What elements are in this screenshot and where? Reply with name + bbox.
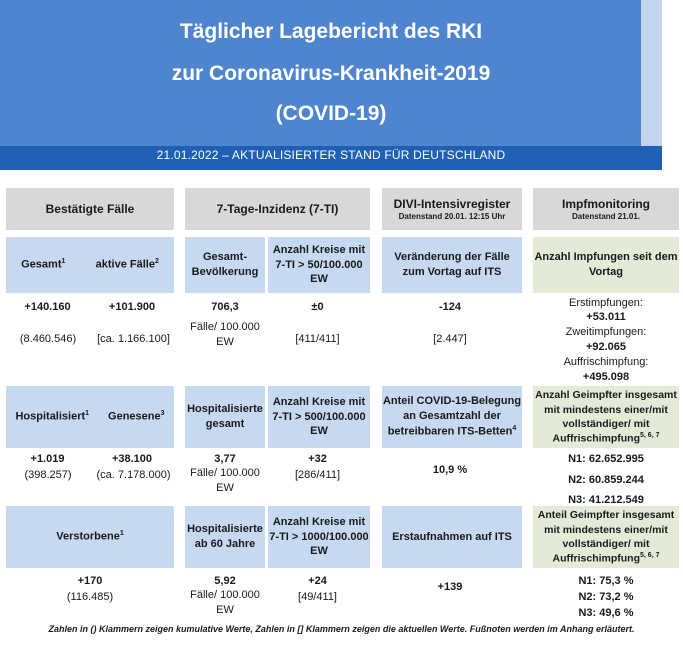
- label-first-vaccinations: Erstimpfungen:: [569, 297, 643, 309]
- value-active-cases: +101.900: [108, 301, 156, 313]
- value-vaccinated-n3: N3: 41.212.549: [568, 494, 644, 506]
- column-title: DIVI-Intensivregister: [393, 196, 511, 211]
- value-its-occupancy: 10,9 %: [432, 464, 468, 476]
- label-recovered: Genesene$^3$: [108, 410, 165, 423]
- column-header-vaccination: [533, 188, 679, 230]
- value-vaccinated-n1: N1: 62.652.995: [568, 453, 644, 465]
- value-districts-500-current: [286/411]: [294, 469, 341, 481]
- label-its-occupancy: Anteil COVID-19-Belegung an Gesamtzahl der betreibbaren ITS-Betten$^4$: [382, 386, 522, 448]
- column-header-incidence: [185, 188, 370, 230]
- label-districts-50: Anzahl Kreise mit 7-TI > 50/100.000 EW: [268, 237, 370, 293]
- report-title-line-2: zur Coronavirus-Krankheit-2019: [171, 62, 491, 85]
- value-districts-50-current: [411/411]: [295, 333, 340, 345]
- value-share-n2: N2: 73,2 %: [578, 591, 634, 603]
- value-share-n1: N1: 75,3 %: [578, 575, 634, 587]
- report-date: 21.01.2022 – AKTUALISIERTER STAND FÜR DEUTSCHLAND: [156, 148, 506, 162]
- value-total-cumulative: (8.460.546): [19, 333, 77, 345]
- label-total: Gesamt$^1$: [21, 258, 66, 271]
- label-hospitalized-total: Hospitalisierte gesamt: [185, 386, 265, 448]
- value-its-change: -124: [438, 301, 462, 313]
- value-its-admissions: +139: [437, 581, 463, 593]
- value-hospitalized: +1.019: [30, 453, 65, 465]
- value-second-vaccinations: +92.065: [585, 341, 627, 353]
- label-vaccinations-since-yesterday: Anzahl Impfungen seit dem Vortag: [533, 237, 679, 293]
- value-hospitalized-cumulative: (398.257): [24, 469, 72, 481]
- value-districts-1000: +24: [308, 575, 327, 587]
- column-title: Bestätigte Fälle: [45, 201, 135, 216]
- label-vaccinated-total: Anzahl Geimpfter insgesamt mit mindestens einer/mit vollständiger/ mit Auffrischimpfung$^{5, 6, 7}$: [533, 386, 679, 448]
- value-active-current: [ca. 1.166.100]: [97, 333, 170, 345]
- value-vaccinated-n2: N2: 60.859.244: [568, 474, 644, 486]
- column-title: 7-Tage-Inzidenz (7-TI): [216, 201, 339, 216]
- column-subtitle: Datenstand 21.01.: [571, 211, 641, 221]
- value-deaths-cumulative: (116.485): [66, 591, 114, 603]
- value-share-n3: N3: 49,6 %: [578, 607, 634, 619]
- label-its-change: Veränderung der Fälle zum Vortag auf ITS: [382, 237, 522, 293]
- report-header: [0, 0, 662, 170]
- value-districts-50: ±0: [311, 301, 324, 313]
- value-population-incidence: 706,3: [211, 301, 239, 313]
- value-first-vaccinations: +53.011: [586, 311, 626, 323]
- label-its-admissions: Erstaufnahmen auf ITS: [382, 506, 522, 568]
- column-header-cases: [6, 188, 174, 230]
- value-booster-vaccinations: +495.098: [582, 371, 630, 383]
- value-population-unit: Fälle/ 100.000 EW: [190, 321, 260, 348]
- value-hospitalization-60plus: 5,92: [214, 575, 236, 587]
- value-districts-500: +32: [308, 453, 327, 465]
- label-hospitalized-60plus: Hospitalisierte ab 60 Jahre: [185, 506, 265, 568]
- column-title: Impfmonitoring: [562, 196, 650, 211]
- label-districts-500: Anzahl Kreise mit 7-TI > 500/100.000 EW: [268, 386, 370, 448]
- value-recovered: +38.100: [111, 453, 153, 465]
- value-its-current: [2.447]: [433, 333, 467, 345]
- row1-cases-labels: [6, 237, 174, 293]
- footnote: Zahlen in () Klammern zeigen kumulative Werte, Zahlen in [] Klammern zeigen die aktuellen Werte. Fußnoten werden im Anhang erläutert.: [48, 624, 635, 634]
- label-booster-vaccinations: Auffrischimpfung:: [563, 356, 649, 368]
- column-subtitle: Datenstand 20.01. 12:15 Uhr: [398, 211, 506, 221]
- report-title-line-1: Täglicher Lagebericht des RKI: [179, 20, 483, 43]
- row2-cases-labels: [6, 386, 174, 448]
- label-hospitalized: Hospitalisiert$^1$: [15, 410, 90, 423]
- value-hospitalization-60plus-unit: Fälle/ 100.000 EW: [190, 589, 260, 616]
- label-districts-1000: Anzahl Kreise mit 7-TI > 1000/100.000 EW: [268, 506, 370, 568]
- value-total-cases: +140.160: [24, 301, 71, 313]
- label-population: Gesamt-Bevölkerung: [185, 237, 265, 293]
- value-recovered-cumulative: (ca. 7.178.000): [96, 469, 171, 481]
- value-hospitalization-rate: 3,77: [214, 453, 236, 465]
- value-hospitalization-unit: Fälle/ 100.000 EW: [190, 467, 260, 494]
- label-active: aktive Fälle$^2$: [95, 258, 159, 271]
- value-deaths: +170: [77, 575, 103, 587]
- report-title-line-3: (COVID-19): [275, 102, 387, 125]
- label-vaccinated-share: Anteil Geimpfter insgesamt mit mindestens einer/mit vollständiger/ mit Auffrischimpfung$^{5, 6, 7}$: [533, 506, 679, 568]
- label-second-vaccinations: Zweitimpfungen:: [565, 326, 647, 338]
- label-deaths: Verstorbene$^1$: [6, 506, 174, 568]
- column-header-divi: [382, 188, 522, 230]
- value-districts-1000-current: [49/411]: [298, 591, 337, 603]
